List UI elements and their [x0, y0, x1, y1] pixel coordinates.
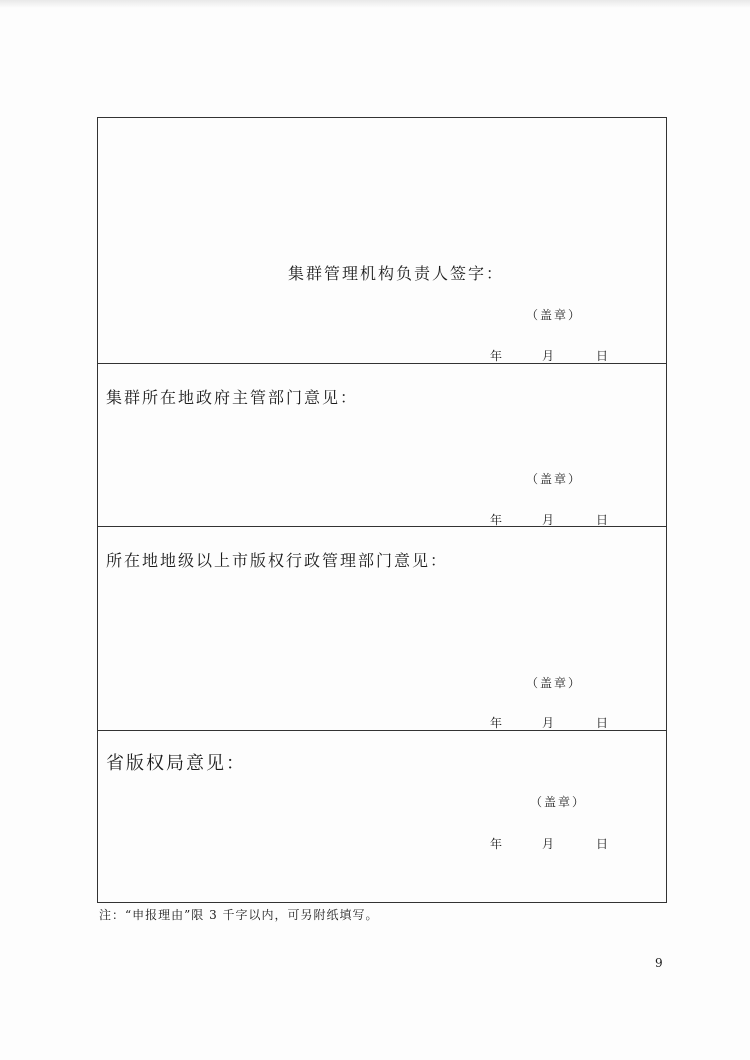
section-city-copyright-admin [98, 526, 666, 730]
footnote: 注：“申报理由”限 3 千字以内，可另附纸填写。 [99, 908, 379, 922]
section-provincial-copyright-bureau [98, 730, 666, 902]
page-top-edge [0, 0, 750, 8]
page-number: 9 [655, 956, 663, 970]
date-year: 年 [490, 716, 503, 730]
date-month: 月 [542, 349, 555, 363]
date-year: 年 [490, 349, 503, 363]
date-month: 月 [542, 837, 555, 851]
date-month: 月 [542, 716, 555, 730]
date-day: 日 [596, 513, 609, 527]
section-heading: 所在地地级以上市版权行政管理部门意见： [106, 551, 449, 570]
opinion-form-table [97, 117, 667, 903]
section-cluster-management [98, 118, 666, 363]
section-heading: 集群所在地政府主管部门意见： [106, 388, 359, 407]
seal-label: （盖章） [526, 676, 583, 690]
date-day: 日 [596, 349, 609, 363]
date-day: 日 [596, 716, 609, 730]
section-local-government [98, 363, 666, 526]
date-year: 年 [490, 837, 503, 851]
date-day: 日 [596, 837, 609, 851]
seal-label: （盖章） [526, 308, 583, 322]
date-year: 年 [490, 513, 503, 527]
signature-label: 集群管理机构负责人签字： [288, 264, 505, 283]
seal-label: （盖章） [530, 795, 587, 809]
seal-label: （盖章） [526, 472, 583, 486]
section-heading: 省版权局意见： [106, 753, 246, 774]
date-month: 月 [542, 513, 555, 527]
